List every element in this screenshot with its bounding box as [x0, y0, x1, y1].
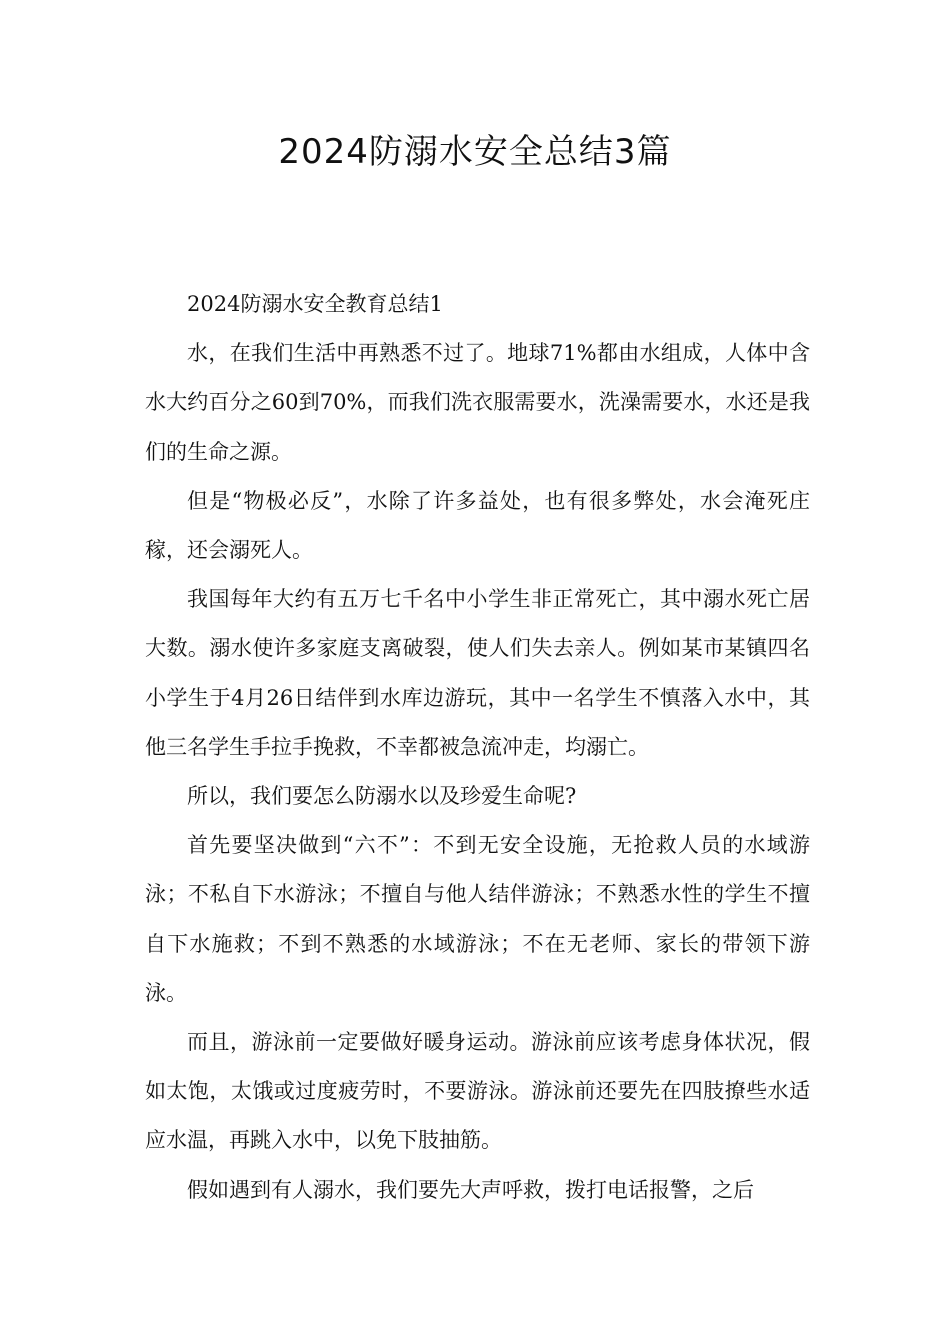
document-title: 2024防溺水安全总结3篇: [278, 132, 672, 172]
section-heading: 2024防溺水安全教育总结1: [187, 292, 443, 316]
paragraph-question: 所以，我们要怎么防溺水以及珍爱生命呢?: [187, 784, 577, 809]
paragraph-warmup: 而且，游泳前一定要做好暖身运动。游泳前应该考虑身体状况，假如太饱，太饿或过度疲劳时，不要游泳。游泳前还要先在四肢撩些水适应水温，再跳入水中，以免下肢抽筋。: [145, 1030, 810, 1153]
paragraph-water-intro: 水，在我们生活中再熟悉不过了。地球71%都由水组成，人体中含水大约百分之60到70%，而我们洗衣服需要水，洗澡需要水，水还是我们的生命之源。: [145, 341, 810, 464]
paragraph-drowning-stats: 我国每年大约有五万七千名中小学生非正常死亡，其中溺水死亡居大数。溺水使许多家庭支离破裂，使人们失去亲人。例如某市某镇四名小学生于4月26日结伴到水库边游玩，其中一名学生不慎落入水中，其他三名学生手拉手挽救，不幸都被急流冲走，均溺亡。: [145, 587, 810, 759]
paragraph-rescue: 假如遇到有人溺水，我们要先大声呼救，拨打电话报警，之后: [187, 1177, 754, 1202]
document-body: [145, 280, 810, 1215]
paragraph-six-rules: 首先要坚决做到“六不”：不到无安全设施，无抢救人员的水域游泳；不私自下水游泳；不擅自与他人结伴游泳；不熟悉水性的学生不擅自下水施救；不到不熟悉的水域游泳；不在无老师、家长的带领下游泳。: [145, 833, 810, 1005]
paragraph-water-harm: 但是“物极必反”，水除了许多益处，也有很多弊处，水会淹死庄稼，还会溺死人。: [145, 488, 810, 563]
